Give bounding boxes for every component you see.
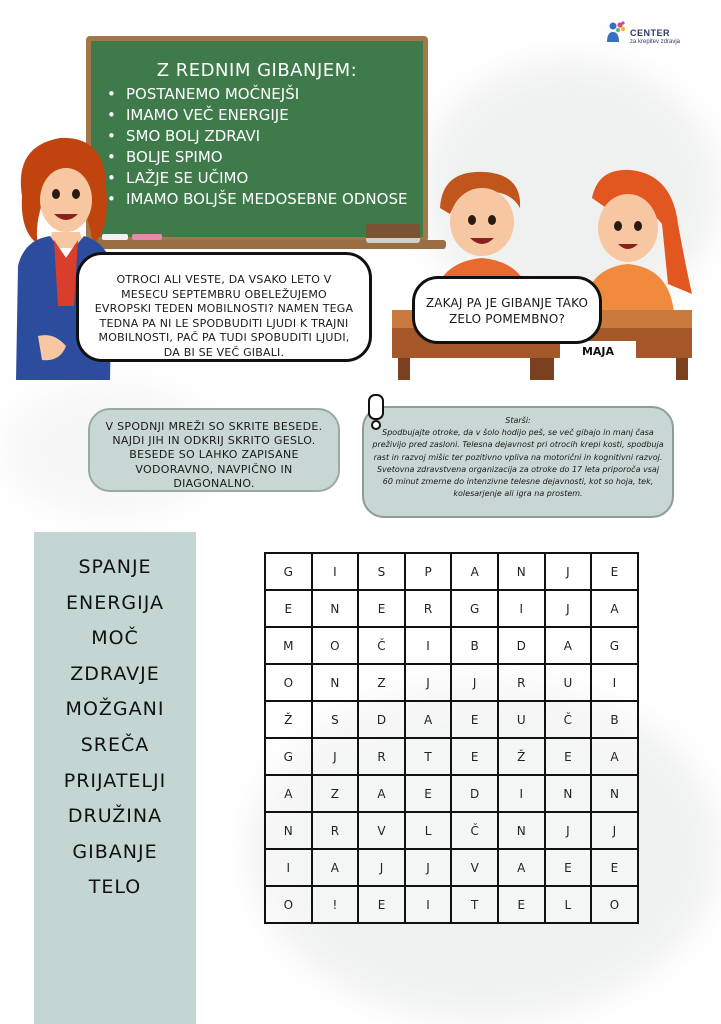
grid-cell[interactable]: G (265, 553, 312, 590)
grid-cell[interactable]: O (312, 627, 359, 664)
grid-row (265, 701, 638, 738)
grid-cell[interactable]: G (591, 627, 638, 664)
grid-cell[interactable]: J (545, 553, 592, 590)
grid-cell[interactable]: J (545, 812, 592, 849)
grid-cell[interactable]: E (405, 775, 452, 812)
logo-subtitle: za krepitev zdravja (630, 39, 681, 45)
grid-cell[interactable]: Č (451, 812, 498, 849)
grid-cell[interactable]: J (451, 664, 498, 701)
grid-cell[interactable]: A (591, 590, 638, 627)
grid-cell[interactable]: I (265, 849, 312, 886)
grid-cell[interactable]: J (591, 812, 638, 849)
desk-name-label: MAJA (581, 345, 615, 358)
grid-cell[interactable]: S (358, 553, 405, 590)
grid-cell[interactable]: E (591, 553, 638, 590)
grid-cell[interactable]: E (358, 886, 405, 923)
word-item: SREČA (80, 733, 150, 756)
grid-cell[interactable]: E (451, 738, 498, 775)
grid-cell[interactable]: Č (545, 701, 592, 738)
grid-cell[interactable]: J (312, 738, 359, 775)
benefit-item: • LAŽJE SE UČIMO (107, 168, 407, 189)
grid-row (265, 738, 638, 775)
grid-cell[interactable]: A (312, 849, 359, 886)
parents-note-text: Spodbujajte otroke, da v šolo hodijo peš, se več gibajo in manj časa preživijo pred zasloni. Telesna dejavnost pri otrocih krepi kosti, spodbuja rast in razvoj mišic ter pozitivno vpliva na motorični in kognitivni razvoj. Svetovna zdravstvena organizacija za otroke do 17 leta priporoča vsaj 60 minut zmerne do intenzivne telesne dejavnosti, kot so hoja, tek, kolesarjenje ali igra na prostem. (372, 428, 664, 499)
parents-note-title: Starši: (505, 416, 531, 425)
grid-cell[interactable]: I (591, 664, 638, 701)
grid-row (265, 775, 638, 812)
grid-cell[interactable]: Z (358, 664, 405, 701)
kids-speech-bubble: ZAKAJ PA JE GIBANJE TAKO ZELO POMEMBNO? (412, 276, 602, 344)
grid-cell[interactable]: Č (358, 627, 405, 664)
grid-cell[interactable]: N (312, 664, 359, 701)
grid-cell[interactable]: D (358, 701, 405, 738)
teacher-speech-bubble: OTROCI ALI VESTE, DA VSAKO LETO V MESECU SEPTEMBRU OBELEŽUJEMO EVROPSKI TEDEN MOBILNOSTI? NAMEN TEGA TEDNA PA NI LE SPODBUDITI LJUDI K TRAJNI MOBILNOSTI, PAČ PA TUDI SPOBUDITI LJUDI, DA BI SE VEČ GIBALI. (76, 252, 372, 362)
grid-cell[interactable]: E (451, 701, 498, 738)
chalk-pink (132, 234, 162, 240)
grid-cell[interactable]: ! (312, 886, 359, 923)
word-item: MOŽGANI (65, 698, 165, 721)
grid-cell[interactable]: S (312, 701, 359, 738)
grid-cell[interactable]: A (451, 553, 498, 590)
grid-row (265, 664, 638, 701)
grid-cell[interactable]: V (358, 812, 405, 849)
grid-cell[interactable]: N (591, 775, 638, 812)
word-list-panel (34, 532, 196, 1024)
word-item: GIBANJE (72, 840, 158, 863)
grid-cell[interactable]: I (312, 553, 359, 590)
grid-cell[interactable]: M (265, 627, 312, 664)
grid-cell[interactable]: J (405, 849, 452, 886)
grid-cell[interactable]: R (312, 812, 359, 849)
grid-cell[interactable]: I (498, 775, 545, 812)
grid-cell[interactable]: R (358, 738, 405, 775)
center-logo (606, 16, 706, 50)
grid-row (265, 627, 638, 664)
grid-cell[interactable]: O (265, 886, 312, 923)
grid-row (265, 590, 638, 627)
word-item: SPANJE (78, 556, 152, 578)
word-item: DRUŽINA (67, 805, 163, 828)
grid-cell[interactable]: T (451, 886, 498, 923)
parents-note-box (362, 406, 674, 518)
grid-cell[interactable]: R (498, 664, 545, 701)
word-item: ZDRAVJE (70, 662, 160, 685)
grid-cell[interactable]: A (358, 775, 405, 812)
benefit-item: • SMO BOLJ ZDRAVI (107, 126, 407, 147)
chalkboard (86, 36, 428, 242)
grid-cell[interactable]: A (265, 775, 312, 812)
grid-row (265, 553, 638, 590)
kids-illustration (392, 164, 702, 380)
grid-cell[interactable]: G (451, 590, 498, 627)
grid-row (265, 812, 638, 849)
grid-cell[interactable]: A (405, 701, 452, 738)
word-item: ENERGIJA (65, 591, 165, 614)
grid-cell[interactable]: G (265, 738, 312, 775)
grid-cell[interactable]: J (545, 590, 592, 627)
grid-cell[interactable]: I (405, 627, 452, 664)
grid-cell[interactable]: B (451, 627, 498, 664)
grid-cell[interactable]: E (265, 590, 312, 627)
benefit-item: • IMAMO BOLJŠE MEDOSEBNE ODNOSE (107, 189, 407, 210)
grid-cell[interactable]: J (358, 849, 405, 886)
grid-cell[interactable]: J (405, 664, 452, 701)
grid-cell[interactable]: E (545, 738, 592, 775)
word-list (34, 550, 196, 906)
grid-cell[interactable]: B (591, 701, 638, 738)
word-item: PRIJATELJI (63, 769, 167, 792)
grid-cell[interactable]: E (545, 849, 592, 886)
grid-cell[interactable]: Ž (265, 701, 312, 738)
benefits-list (107, 84, 407, 210)
word-search-grid (264, 552, 639, 924)
grid-cell[interactable]: A (498, 849, 545, 886)
chalkboard-title: Z REDNIM GIBANJEM: (156, 60, 358, 81)
grid-row (265, 849, 638, 886)
grid-cell[interactable]: O (591, 886, 638, 923)
word-item: TELO (88, 876, 142, 899)
grid-cell[interactable]: Z (312, 775, 359, 812)
grid-cell[interactable]: E (591, 849, 638, 886)
instructions-box: V SPODNJI MREŽI SO SKRITE BESEDE. NAJDI JIH IN ODKRIJ SKRITO GESLO. BESEDE SO LAHKO ZAPISANE VODORAVNO, NAVPIČNO IN DIAGONALNO. (88, 408, 340, 492)
grid-cell[interactable]: V (451, 849, 498, 886)
grid-cell[interactable]: I (405, 886, 452, 923)
grid-cell[interactable]: T (405, 738, 452, 775)
grid-cell[interactable]: E (498, 886, 545, 923)
logo-icon (606, 20, 626, 44)
grid-cell[interactable]: N (545, 775, 592, 812)
exclamation-icon (366, 394, 386, 430)
grid-cell[interactable]: D (498, 627, 545, 664)
grid-cell[interactable]: O (265, 664, 312, 701)
grid-cell[interactable]: U (545, 664, 592, 701)
grid-cell[interactable]: A (591, 738, 638, 775)
grid-cell[interactable]: E (358, 590, 405, 627)
grid-cell[interactable]: L (405, 812, 452, 849)
benefit-item: • BOLJE SPIMO (107, 147, 407, 168)
grid-cell[interactable]: L (545, 886, 592, 923)
grid-cell[interactable]: N (265, 812, 312, 849)
grid-cell[interactable]: D (451, 775, 498, 812)
grid-row (265, 886, 638, 923)
grid-cell[interactable]: P (405, 553, 452, 590)
grid-cell[interactable]: R (405, 590, 452, 627)
grid-cell[interactable]: N (312, 590, 359, 627)
grid-cell[interactable]: I (498, 590, 545, 627)
benefit-item: • POSTANEMO MOČNEJŠI (107, 84, 407, 105)
grid-cell[interactable]: U (498, 701, 545, 738)
grid-cell[interactable]: N (498, 812, 545, 849)
grid-cell[interactable]: A (545, 627, 592, 664)
logo-title: CENTER (630, 28, 671, 38)
word-item: MOČ (91, 627, 139, 650)
benefit-item: • IMAMO VEČ ENERGIJE (107, 105, 407, 126)
grid-cell[interactable]: Ž (498, 738, 545, 775)
grid-cell[interactable]: N (498, 553, 545, 590)
